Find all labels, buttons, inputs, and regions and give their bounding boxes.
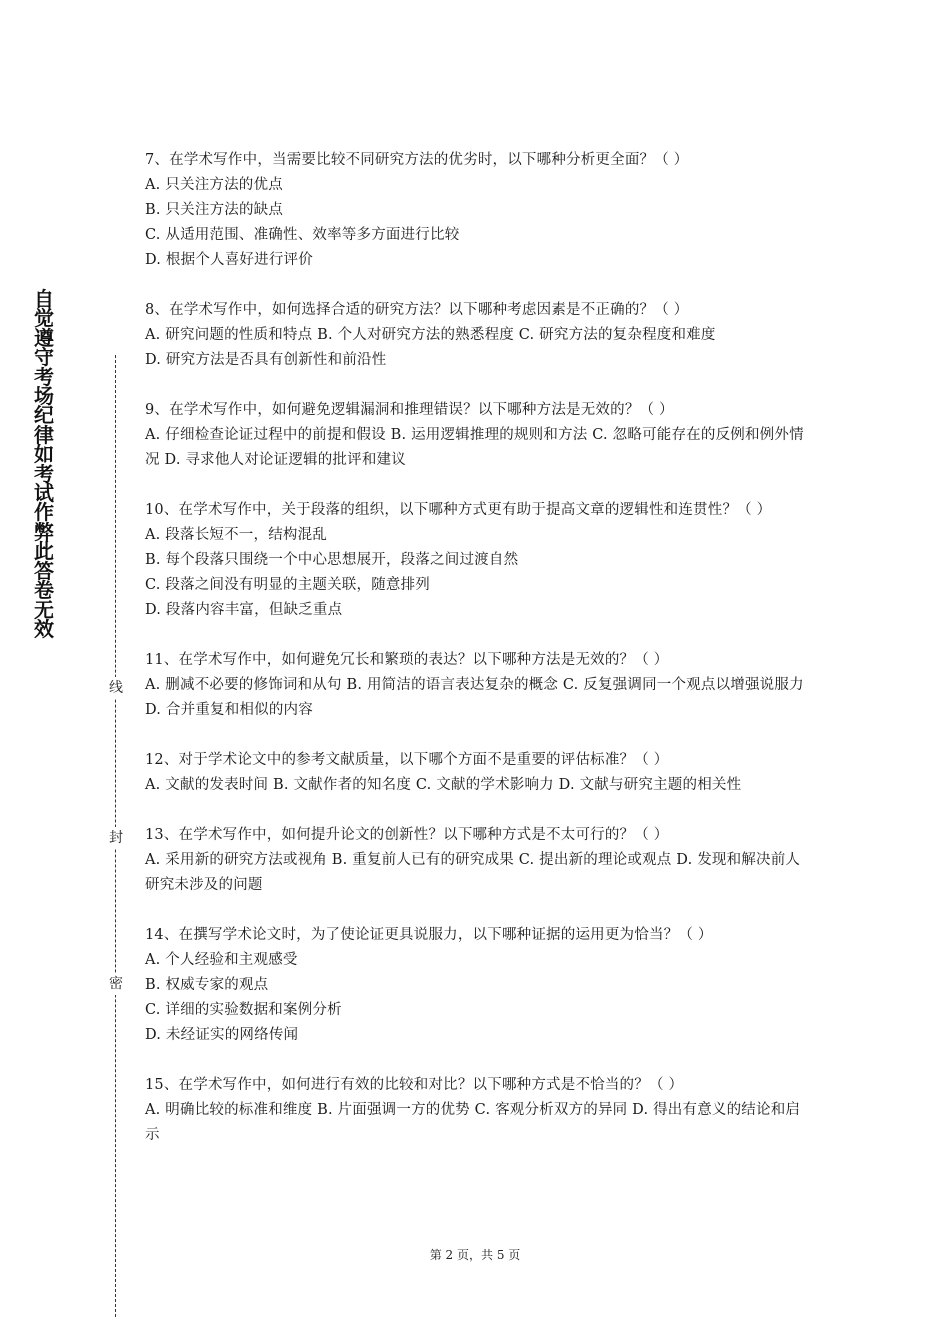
question-11	[145, 648, 810, 723]
question-15	[145, 1073, 810, 1148]
binding-label-line: 线	[106, 677, 126, 699]
option: B. 权威专家的观点	[145, 977, 269, 993]
question-9	[145, 398, 810, 473]
option: A. 仔细检查论证过程中的前提和假设 B. 运用逻辑推理的规则和方法 C. 忽略可能存在的反例和例外情况 D. 寻求他人对论证逻辑的批评和建议	[145, 427, 804, 468]
binding-label-secret: 密	[106, 973, 126, 995]
option: A. 文献的发表时间 B. 文献作者的知名度 C. 文献的学术影响力 D. 文献与研究主题的相关性	[145, 777, 742, 793]
option: D. 未经证实的网络传闻	[145, 1027, 299, 1043]
question-12	[145, 748, 810, 798]
question-stem: 15、在学术写作中，如何进行有效的比较和对比？以下哪种方式是不恰当的？（ ）	[145, 1077, 684, 1093]
question-10	[145, 498, 810, 623]
option: D. 根据个人喜好进行评价	[145, 252, 313, 268]
option: A. 删减不必要的修饰词和从句 B. 用简洁的语言表达复杂的概念 C. 反复强调同一个观点以增强说服力 D. 合并重复和相似的内容	[145, 677, 804, 718]
option: C. 详细的实验数据和案例分析	[145, 1002, 342, 1018]
option: A. 只关注方法的优点	[145, 177, 283, 193]
question-8	[145, 298, 810, 373]
binding-label-seal: 封	[106, 827, 126, 849]
question-7	[145, 148, 810, 273]
question-stem: 14、在撰写学术论文时，为了使论证更具说服力，以下哪种证据的运用更为恰当？（ ）	[145, 927, 713, 943]
question-stem: 9、在学术写作中，如何避免逻辑漏洞和推理错误？以下哪种方法是无效的？（ ）	[145, 402, 674, 418]
question-stem: 12、对于学术论文中的参考文献质量，以下哪个方面不是重要的评估标准？（ ）	[145, 752, 669, 768]
option: A. 段落长短不一，结构混乱	[145, 527, 327, 543]
question-stem: 7、在学术写作中，当需要比较不同研究方法的优劣时，以下哪种分析更全面？（ ）	[145, 152, 689, 168]
question-stem: 13、在学术写作中，如何提升论文的创新性？以下哪种方式是不太可行的？（ ）	[145, 827, 669, 843]
option: A. 个人经验和主观感受	[145, 952, 298, 968]
question-stem: 10、在学术写作中，关于段落的组织，以下哪种方式更有助于提高文章的逻辑性和连贯性？（ ）	[145, 502, 772, 518]
question-14	[145, 923, 810, 1048]
page-number: 第 2 页，共 5 页	[429, 1248, 521, 1262]
option: C. 段落之间没有明显的主题关联，随意排列	[145, 577, 430, 593]
option: B. 只关注方法的缺点	[145, 202, 284, 218]
question-list	[145, 148, 810, 1173]
question-stem: 11、在学术写作中，如何避免冗长和繁琐的表达？以下哪种方法是无效的？（ ）	[145, 652, 669, 668]
question-stem: 8、在学术写作中，如何选择合适的研究方法？以下哪种考虑因素是不正确的？（ ）	[145, 302, 689, 318]
option: B. 每个段落只围绕一个中心思想展开，段落之间过渡自然	[145, 552, 519, 568]
option: D. 研究方法是否具有创新性和前沿性	[145, 352, 387, 368]
option: D. 段落内容丰富，但缺乏重点	[145, 602, 343, 618]
exam-discipline-notice: 自觉遵守考场纪律如考试作弊此答卷无效	[34, 287, 54, 641]
option: A. 明确比较的标准和维度 B. 片面强调一方的优势 C. 客观分析双方的异同 D. 得出有意义的结论和启示	[145, 1102, 801, 1143]
option: A. 采用新的研究方法或视角 B. 重复前人已有的研究成果 C. 提出新的理论或观点 D. 发现和解决前人研究未涉及的问题	[145, 852, 801, 893]
question-13	[145, 823, 810, 898]
option: C. 从适用范围、准确性、效率等多方面进行比较	[145, 227, 460, 243]
option: A. 研究问题的性质和特点 B. 个人对研究方法的熟悉程度 C. 研究方法的复杂程度和难度	[145, 327, 716, 343]
